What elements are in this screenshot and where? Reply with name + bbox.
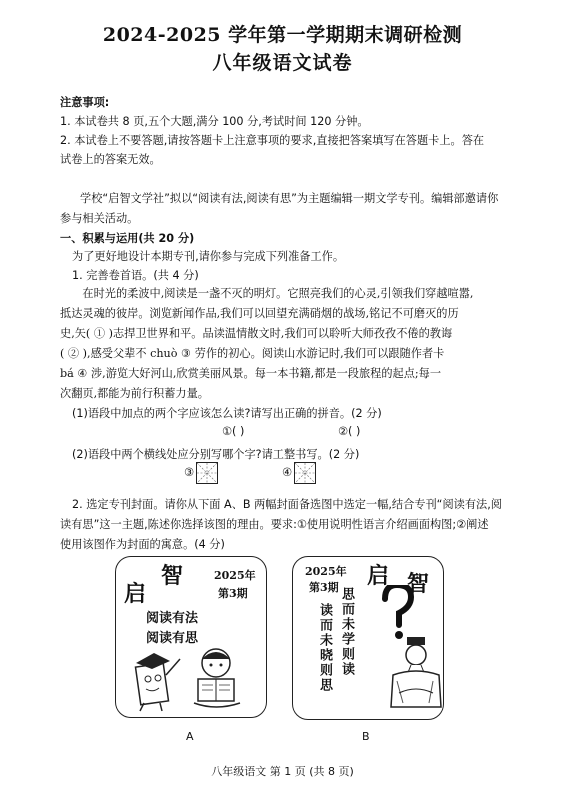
intro-line-2: 参与相关活动。 xyxy=(60,212,139,225)
passage-line-1: 在时光的柔波中,阅读是一盏不灭的明灯。它照亮我们的心灵,引领我们穿越喧嚣, xyxy=(82,287,474,300)
cover-a-illustration xyxy=(116,645,266,715)
passage-line-4: ( ② ),感受父辈不 chuò ③ 劳作的初心。阅读山水游记时,我们可以跟随作者卡 xyxy=(60,347,445,360)
cover-a-slogan-1: 阅读有法 xyxy=(146,611,199,626)
writing-grid-3 xyxy=(196,462,218,484)
cover-b-col-2: 思而未学则读 xyxy=(339,587,354,677)
question-2-line-1: 2. 选定专刊封面。请你从下面 A、B 两幅封面备选图中选定一幅,结合专刊“阅读有法,阅 xyxy=(72,498,502,511)
section-1-desc: 为了更好地设计本期专刊,请你参与完成下列准备工作。 xyxy=(72,250,345,263)
question-2-line-3: 使用该图作为封面的寓意。(4 分) xyxy=(60,538,225,551)
cover-a xyxy=(115,556,267,718)
cover-a-zhi: 智 xyxy=(161,563,184,589)
cover-b-illustration xyxy=(363,585,443,715)
passage-line-3: 史,矢( ① )志捍卫世界和平。品读温情散文时,我们可以聆听大师孜孜不倦的教诲 xyxy=(60,327,453,340)
cover-a-qi: 启 xyxy=(124,581,147,607)
cover-a-issue: 第3期 xyxy=(218,587,248,600)
pinyin-blank-2: ②( ) xyxy=(338,425,361,438)
grid-label-4: ④ xyxy=(282,466,293,479)
cover-a-year: 2025年 xyxy=(214,569,256,582)
cover-b-zhi: 智 xyxy=(407,571,430,597)
cover-b-qi: 启 xyxy=(367,563,390,589)
passage-line-2: 抵达灵魂的彼岸。浏览新闻作品,我们可以回望充满硝烟的战场,铭记不可磨灭的历 xyxy=(60,307,459,320)
exam-subtitle: 八年级语文试卷 xyxy=(212,52,353,74)
intro-line-1: 学校“启智文学社”拟以“阅读有法,阅读有思”为主题编辑一期文学专刊。编辑部邀请你 xyxy=(80,192,499,205)
question-2-line-2: 读有思”这一主题,陈述你选择该图的理由。要求:①使用说明性语言介绍画面构图;②阐述 xyxy=(60,518,489,531)
passage-line-6: 次翻页,都能为前行积蓄力量。 xyxy=(60,387,209,400)
exam-title: 2024-2025 学年第一学期期末调研检测 xyxy=(102,24,463,46)
section-1-heading: 一、积累与运用(共 20 分) xyxy=(60,232,195,245)
cover-b xyxy=(292,556,444,720)
sub-question-2: (2)语段中两个横线处应分别写哪个字?请工整书写。(2 分) xyxy=(72,448,360,461)
notice-item-1: 1. 本试卷共 8 页,五个大题,满分 100 分,考试时间 120 分钟。 xyxy=(60,115,369,128)
sub-question-1: (1)语段中加点的两个字应该怎么读?请写出正确的拼音。(2 分) xyxy=(72,407,382,420)
notice-heading: 注意事项: xyxy=(60,96,110,109)
writing-grid-4 xyxy=(294,462,316,484)
cover-a-slogan-2: 阅读有思 xyxy=(146,631,199,646)
pinyin-blank-1: ①( ) xyxy=(222,425,245,438)
cover-b-year: 2025年 xyxy=(305,565,347,578)
cover-b-issue: 第3期 xyxy=(309,581,339,594)
notice-item-2: 2. 本试卷上不要答题,请按答题卡上注意事项的要求,直接把答案填写在答题卡上。答在 xyxy=(60,134,485,147)
cover-a-label: A xyxy=(186,730,194,743)
question-1: 1. 完善卷首语。(共 4 分) xyxy=(72,269,199,282)
grid-label-3: ③ xyxy=(184,466,195,479)
cover-b-col-1: 读而未晓则思 xyxy=(317,603,332,693)
grid-lines xyxy=(295,463,315,483)
grid-lines xyxy=(197,463,217,483)
page-footer: 八年级语文 第 1 页 (共 8 页) xyxy=(211,765,354,778)
cover-b-label: B xyxy=(362,730,370,743)
notice-item-2-cont: 试卷上的答案无效。 xyxy=(60,153,161,166)
passage-line-5: bá ④ 涉,游览大好河山,欣赏美丽风景。每一本书籍,都是一段旅程的起点;每一 xyxy=(60,367,442,380)
